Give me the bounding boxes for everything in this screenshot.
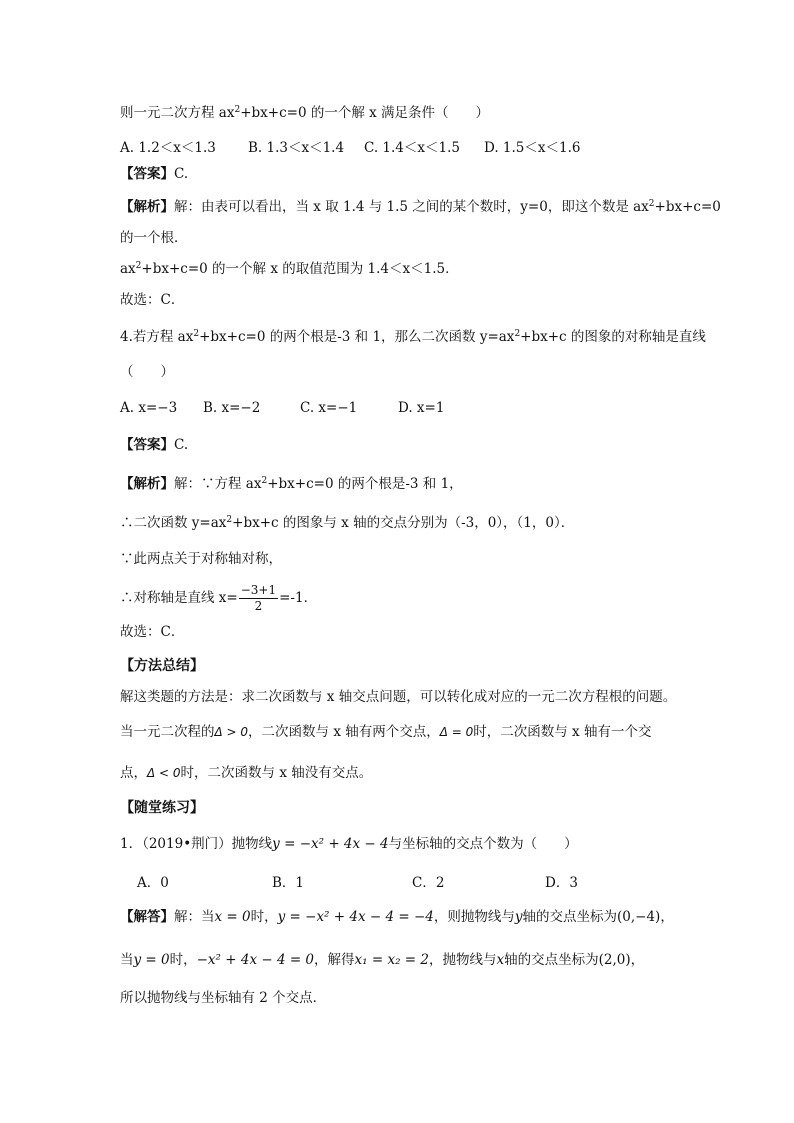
q4-analysis-line2: ∴二次函数 $y=ax^2+bx+c$ 的图象与 x 轴的交点分别为（-3，0），（1，0）． bbox=[120, 515, 575, 531]
practice-q1-option-b: B．1 bbox=[272, 875, 305, 891]
q3-analysis-line1: 【解析】解：由表可以看出，当 x 取 1.4 与 1.5 之间的某个数时，y=0，即这个数是 $ax^2+bx+c=0$ bbox=[120, 199, 721, 215]
method-summary-heading: 【方法总结】 bbox=[120, 658, 204, 674]
practice-q1-option-c: C．2 bbox=[412, 875, 445, 891]
method-summary-line1: 解这类题的方法是：求二次函数与 x 轴交点问题，可以转化成对应的一元二次方程根的问题。 bbox=[120, 689, 677, 705]
q3-option-a: A. 1.2＜x＜1.3 bbox=[120, 140, 216, 156]
q4-answer: 【答案】C. bbox=[120, 437, 189, 453]
q4-stem-paren: （ ） bbox=[120, 364, 174, 380]
q4-stem: 4.若方程 $ax^2+bx+c=0$ 的两个根是-3 和 1，那么二次函数 $y=ax^2+bx+c$ 的图象的对称轴是直线 bbox=[120, 329, 706, 345]
q4-option-d: D. x=1 bbox=[398, 400, 445, 416]
q4-analysis-line3: ∵此两点关于对称轴对称， bbox=[120, 551, 282, 567]
q4-analysis-line4: ∴对称轴是直线 x= $\frac{-3+1}{2}$ =-1． bbox=[120, 583, 318, 613]
method-summary-line2: 当一元二次程的Δ > 0，二次函数与 x 轴有两个交点，Δ = 0时，二次函数与 x 轴有一个交 bbox=[120, 724, 652, 740]
q3-stem: 则一元二次方程 $ax^2+bx+c=0$ 的一个解 x 满足条件（ ） bbox=[120, 105, 490, 121]
practice-q1-option-d: D．3 bbox=[545, 875, 578, 891]
q3-option-b: B. 1.3＜x＜1.4 bbox=[248, 140, 345, 156]
q4-choose: 故选：C． bbox=[120, 624, 185, 640]
symmetry-axis-fraction: $\frac{-3+1}{2}$ bbox=[240, 583, 277, 613]
practice-q1-option-a: A．0 bbox=[137, 875, 169, 891]
q3-answer: 【答案】C. bbox=[120, 166, 189, 182]
q3-option-d: D. 1.5＜x＜1.6 bbox=[484, 140, 581, 156]
q3-option-c: C. 1.4＜x＜1.5 bbox=[364, 140, 460, 156]
q4-option-a: A. x=−3 bbox=[120, 400, 178, 416]
q4-option-b: B. x=−2 bbox=[203, 400, 261, 416]
q3-analysis-line2: 的一个根． bbox=[120, 230, 188, 246]
q4-analysis-line1: 【解析】解：∵方程 $ax^2+bx+c=0$ 的两个根是-3 和 1， bbox=[120, 476, 463, 492]
method-summary-line3: 点，Δ < 0时，二次函数与 x 轴没有交点。 bbox=[120, 765, 373, 781]
q3-analysis-line3: $ax^2+bx+c=0$ 的一个解 x 的取值范围为 1.4＜x＜1.5． bbox=[120, 261, 459, 277]
practice-solution-line3: 所以抛物线与坐标轴有 2 个交点． bbox=[120, 990, 327, 1006]
q4-option-c: C. x=−1 bbox=[300, 400, 358, 416]
q3-choose: 故选：C． bbox=[120, 292, 185, 308]
practice-solution-line1: 【解答】解：当x = 0时，y = −x² + 4x − 4 = −4，则抛物线与y轴的交点坐标为(0,−4)， bbox=[120, 909, 674, 925]
practice-solution-line2: 当y = 0时，−x² + 4x − 4 = 0，解得x₁ = x₂ = 2，抛物线与x轴的交点坐标为(2,0)， bbox=[120, 952, 645, 968]
practice-heading: 【随堂练习】 bbox=[120, 800, 204, 816]
practice-q1-stem: 1．（2019•荆门）抛物线y = −x² + 4x − 4与坐标轴的交点个数为（ ） bbox=[120, 836, 578, 852]
